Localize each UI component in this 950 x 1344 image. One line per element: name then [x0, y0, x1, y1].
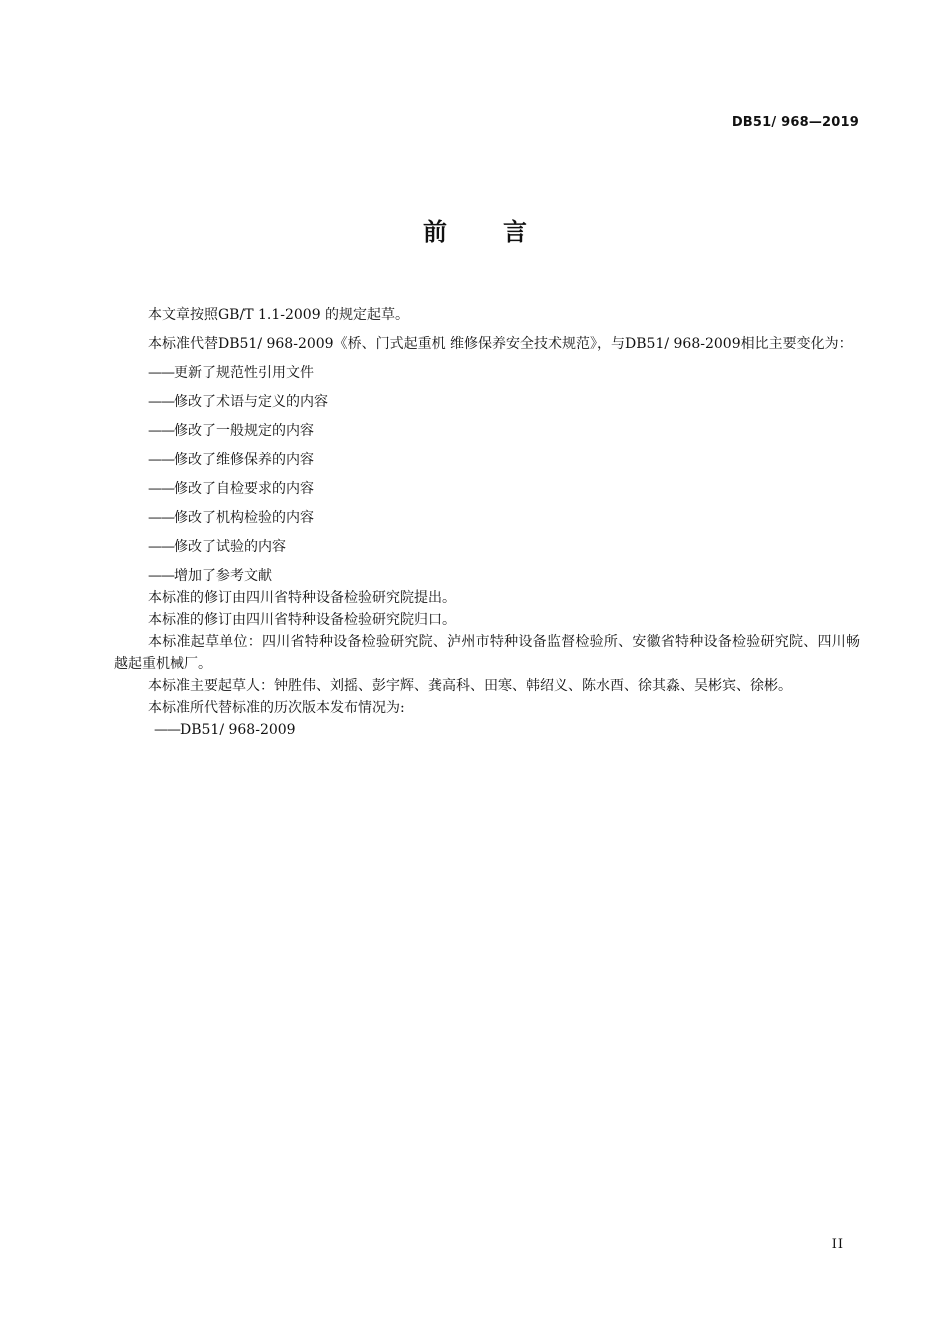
proposer-paragraph: 本标准的修订由四川省特种设备检验研究院提出。 — [148, 590, 456, 606]
list-item-text: 增加了参考文献 — [174, 568, 272, 584]
list-item-text: 更新了规范性引用文件 — [174, 365, 314, 381]
replacement-paragraph: 本标准代替DB51/ 968-2009《桥、门式起重机 维修保养安全技术规范》，与DB51/ 968-2009相比主要变化为： — [148, 336, 853, 352]
drafting-basis-paragraph: 本文章按照GB/T 1.1-2009 的规定起草。 — [148, 307, 410, 323]
list-dash: —— — [148, 481, 174, 497]
list-dash: —— — [148, 423, 174, 439]
list-dash: —— — [148, 568, 174, 584]
list-dash: —— — [148, 394, 174, 410]
title-char-2: 言 — [503, 218, 527, 246]
list-item-text: 修改了术语与定义的内容 — [174, 394, 328, 410]
history-intro-paragraph: 本标准所代替标准的历次版本发布情况为: — [148, 700, 405, 716]
list-item — [114, 536, 860, 558]
list-item-text: 修改了机构检验的内容 — [174, 510, 314, 526]
list-dash: —— — [148, 365, 174, 381]
list-item — [114, 362, 860, 384]
list-dash: —— — [148, 452, 174, 468]
list-item — [114, 420, 860, 442]
drafters-paragraph: 本标准主要起草人：钟胜伟、刘摇、彭宇辉、龚高科、田寒、韩绍义、陈水酉、徐其淼、吴彬宾、徐彬。 — [148, 678, 792, 694]
drafting-units-paragraph: 本标准起草单位：四川省特种设备检验研究院、泸州市特种设备监督检验所、安徽省特种设备检验研究院、四川畅越起重机械厂。 — [114, 634, 860, 672]
page-number: II — [831, 1237, 844, 1252]
list-item — [114, 478, 860, 500]
list-item — [114, 565, 860, 587]
administrator-paragraph: 本标准的修订由四川省特种设备检验研究院归口。 — [148, 612, 456, 628]
list-item — [114, 507, 860, 529]
history-dash: —— — [154, 722, 180, 738]
list-item-text: 修改了自检要求的内容 — [174, 481, 314, 497]
list-item — [114, 449, 860, 471]
list-dash: —— — [148, 539, 174, 555]
list-item-text: 修改了试验的内容 — [174, 539, 286, 555]
title-char-1: 前 — [423, 218, 447, 246]
foreword-body — [114, 304, 860, 741]
list-item — [114, 391, 860, 413]
document-code: DB51/ 968—2019 — [731, 115, 859, 130]
list-dash: —— — [148, 510, 174, 526]
list-item-text: 修改了维修保养的内容 — [174, 452, 314, 468]
page-title — [0, 212, 950, 247]
history-list-item — [114, 719, 860, 741]
list-item-text: 修改了一般规定的内容 — [174, 423, 314, 439]
history-item-text: DB51/ 968-2009 — [180, 722, 296, 738]
changes-list — [114, 362, 860, 587]
